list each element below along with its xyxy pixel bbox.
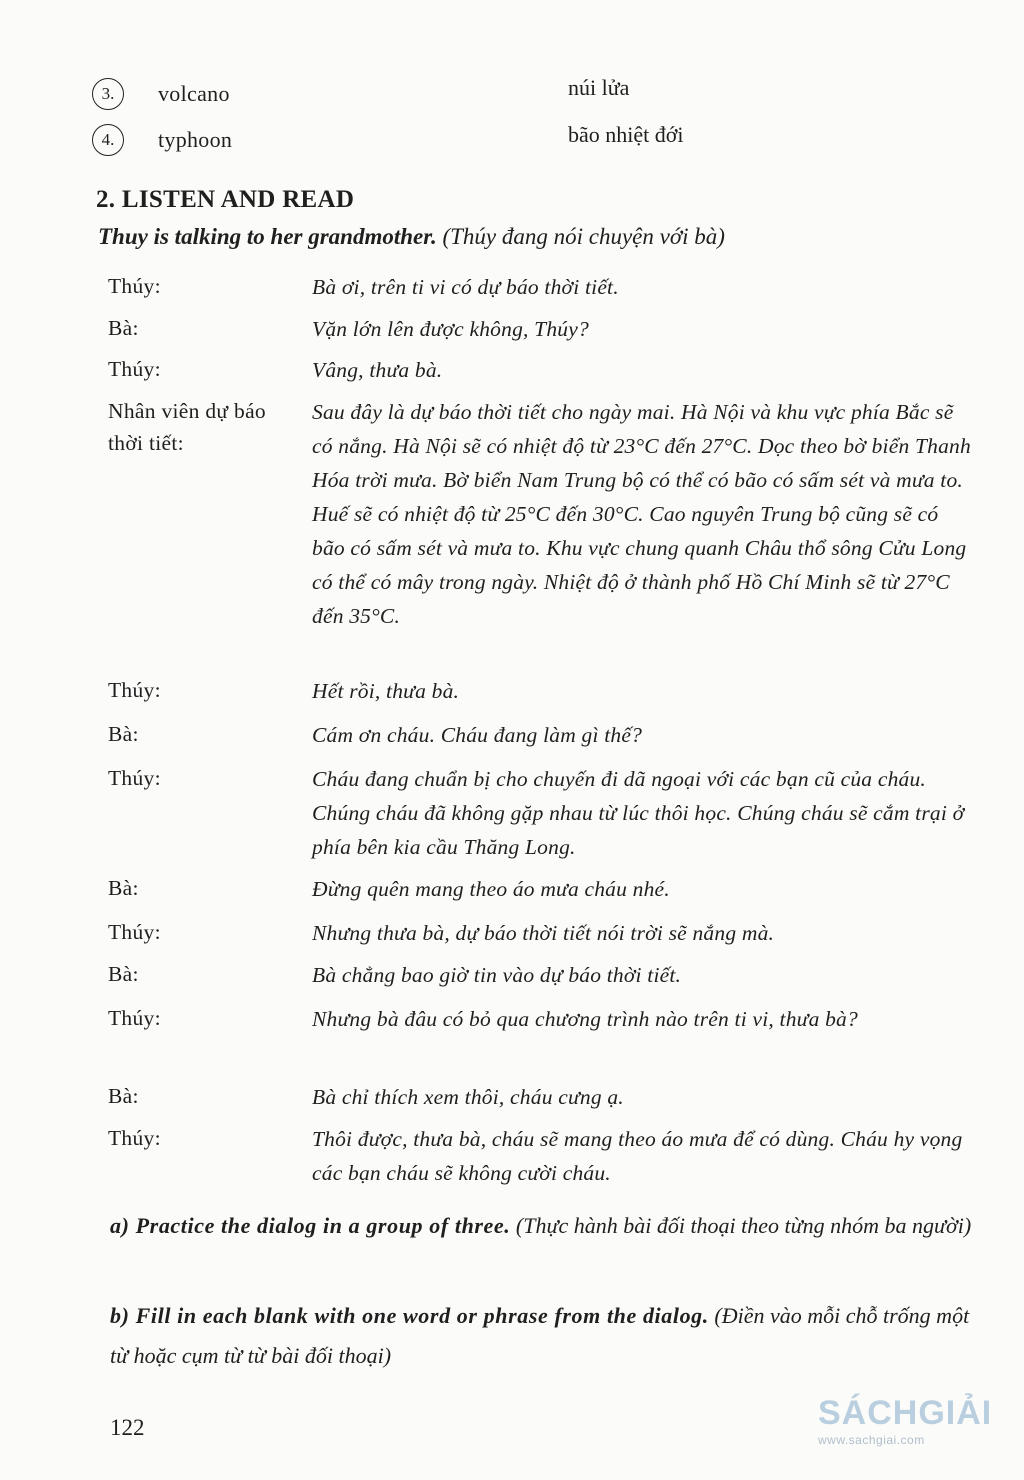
- speech-text: Vặn lớn lên được không, Thúy?: [312, 317, 589, 341]
- task-a: [110, 1206, 985, 1246]
- speech-text: Hết rồi, thưa bà.: [312, 679, 460, 703]
- vocab-item: [92, 76, 629, 112]
- speech-text: Nhưng bà đâu có bỏ qua chương trình nào trên ti vi, thưa bà?: [312, 1007, 858, 1031]
- watermark: [818, 1394, 992, 1447]
- section-title: 2. LISTEN AND READ: [96, 186, 355, 213]
- task-english: b) Fill in each blank with one word or phrase from the dialog.: [110, 1303, 709, 1328]
- speech-text: Cám ơn cháu. Cháu đang làm gì thế?: [312, 723, 643, 747]
- item-number-badge: 3.: [92, 78, 124, 110]
- speaker-name: Thúy:: [108, 920, 161, 944]
- speech-text: Đừng quên mang theo áo mưa cháu nhé.: [312, 877, 670, 901]
- vocab-vietnamese: núi lửa: [568, 75, 630, 100]
- vocab-item: [92, 122, 684, 158]
- speaker-name: Nhân viên dự báo thời tiết:: [108, 399, 266, 455]
- speech-text: Thôi được, thưa bà, cháu sẽ mang theo áo mưa để có dùng. Cháu hy vọng các bạn cháu sẽ không cười cháu.: [312, 1127, 963, 1185]
- task-b: [110, 1296, 985, 1376]
- speaker-name: Bà:: [108, 316, 139, 340]
- speech-text: Bà ơi, trên ti vi có dự báo thời tiết.: [312, 275, 619, 299]
- watermark-url: www.sachgiai.com: [818, 1433, 925, 1447]
- item-number-badge: 4.: [92, 124, 124, 156]
- speech-text: Bà chỉ thích xem thôi, cháu cưng ạ.: [312, 1085, 624, 1109]
- watermark-logo: SÁCHGIẢI: [818, 1394, 993, 1432]
- intro-english: Thuy is talking to her grandmother.: [98, 224, 437, 249]
- speaker-name: Thúy:: [108, 274, 161, 298]
- speech-text: Nhưng thưa bà, dự báo thời tiết nói trời sẽ nắng mà.: [312, 921, 775, 945]
- vocab-english: typhoon: [158, 127, 233, 152]
- speaker-name: Thúy:: [108, 1126, 161, 1150]
- speech-text: Bà chẳng bao giờ tin vào dự báo thời tiết.: [312, 963, 682, 987]
- task-vietnamese: (Điền vào mỗi chỗ trống một từ hoặc cụm từ từ bài đối thoại): [110, 1303, 970, 1368]
- dialog-intro: [98, 224, 918, 250]
- speaker-name: Thúy:: [108, 1006, 161, 1030]
- vocab-english: volcano: [158, 81, 230, 106]
- task-vietnamese: (Thực hành bài đối thoại theo từng nhóm ba người): [515, 1213, 972, 1238]
- speech-text: Sau đây là dự báo thời tiết cho ngày mai. Hà Nội và khu vực phía Bắc sẽ có nắng. Hà Nội sẽ có nhiệt độ từ 23°C đến 27°C. Dọc theo bờ biển Thanh Hóa trời mưa. Bờ biển Nam Trung bộ có thể có bão có sấm sét và mưa to. Huế sẽ có nhiệt độ từ 25°C đến 30°C. Cao nguyên Trung bộ cũng sẽ có bão có sấm sét và mưa to. Khu vực chung quanh Châu thổ sông Cửu Long có thể có mây trong ngày. Nhiệt độ ở thành phố Hồ Chí Minh sẽ từ 27°C đến 35°C.: [312, 400, 971, 628]
- vocab-vietnamese: bão nhiệt đới: [568, 122, 684, 147]
- speaker-name: Thúy:: [108, 678, 161, 702]
- speaker-name: Bà:: [108, 1084, 139, 1108]
- speaker-name: Thúy:: [108, 766, 161, 790]
- intro-vietnamese: (Thúy đang nói chuyện với bà): [442, 224, 725, 249]
- page-number: 122: [110, 1415, 145, 1440]
- speaker-name: Bà:: [108, 876, 139, 900]
- task-english: a) Practice the dialog in a group of three.: [110, 1213, 511, 1238]
- speech-text: Cháu đang chuẩn bị cho chuyến đi dã ngoại với các bạn cũ của cháu. Chúng cháu đã không gặp nhau từ lúc thôi học. Chúng cháu sẽ cắm trại ở phía bên kia cầu Thăng Long.: [312, 767, 965, 859]
- speech-text: Vâng, thưa bà.: [312, 358, 443, 382]
- speaker-name: Thúy:: [108, 357, 161, 381]
- speaker-name: Bà:: [108, 722, 139, 746]
- speaker-name: Bà:: [108, 962, 139, 986]
